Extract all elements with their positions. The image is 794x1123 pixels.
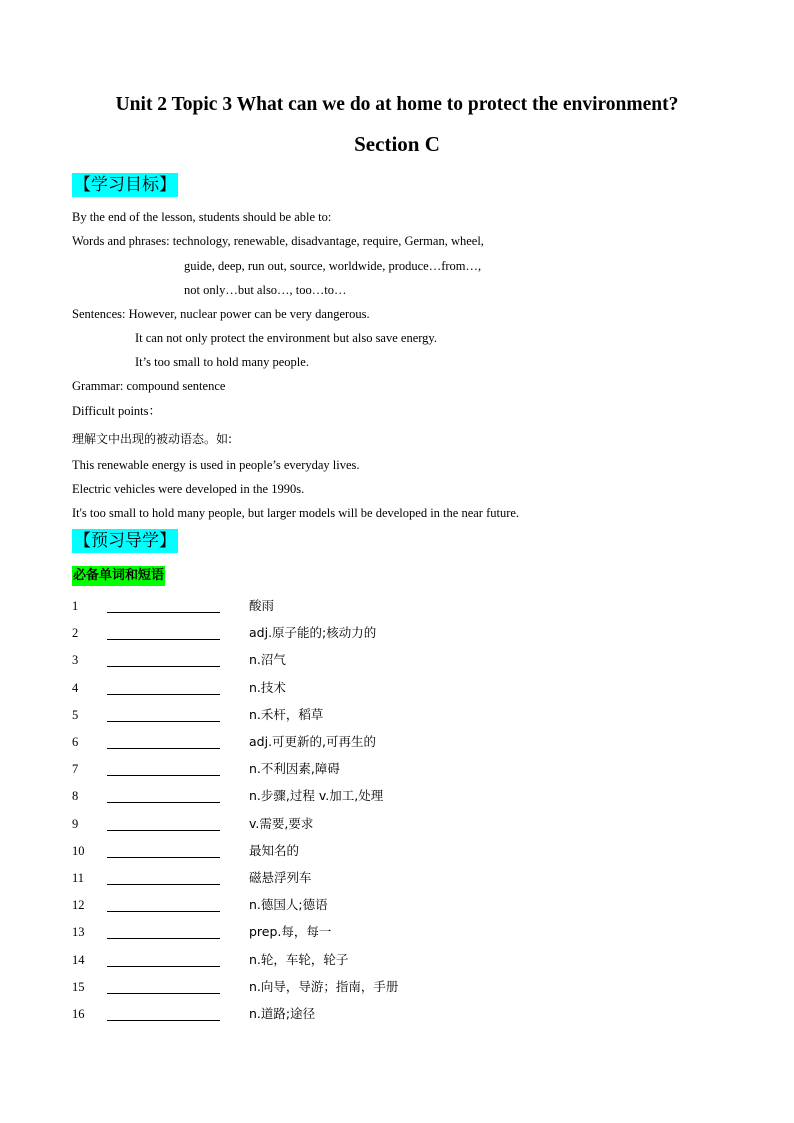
list-item [72,816,572,834]
item-number: 7 [72,762,79,777]
example-sentence-2: Electric vehicles were developed in the 1990s. [72,482,305,496]
item-number: 5 [72,707,79,722]
grammar-line: Grammar: compound sentence [72,379,226,393]
answer-blank[interactable] [107,884,220,885]
item-meaning: n.技术 [249,679,286,695]
answer-blank[interactable] [107,775,220,776]
words-phrases-line-3: not only…but also…, too…to… [184,283,347,297]
item-meaning: n.轮，车轮，轮子 [249,951,349,967]
item-meaning: n.沼气 [249,652,286,668]
item-number: 16 [72,1007,85,1021]
words-phrases-line-1: Words and phrases: technology, renewable, disadvantage, require, German, wheel, [72,234,484,248]
answer-blank[interactable] [107,748,220,749]
list-item [72,788,572,806]
item-meaning: 最知名的 [249,842,300,858]
list-item [72,625,572,643]
item-number: 11 [72,871,85,885]
item-number: 6 [72,735,79,749]
list-item [72,979,572,997]
answer-blank[interactable] [107,612,220,613]
preview-label: 【预习导学】 [74,531,176,551]
item-number: 1 [72,599,79,613]
item-meaning: n.道路;途径 [249,1006,316,1021]
list-item [72,707,572,725]
item-number: 15 [72,979,85,994]
item-meaning: v.需要,要求 [249,815,314,831]
list-item [72,1006,572,1024]
item-number: 10 [72,843,85,858]
answer-blank[interactable] [107,911,220,912]
answer-blank[interactable] [107,966,220,967]
list-item [72,870,572,888]
example-sentence-3: It's too small to hold many people, but larger models will be developed in the near future. [72,506,520,520]
answer-blank[interactable] [107,857,220,858]
item-number: 3 [72,653,79,668]
item-number: 14 [72,952,85,967]
item-meaning: 酸雨 [249,598,275,613]
answer-blank[interactable] [107,666,220,667]
answer-blank[interactable] [107,639,220,640]
section-title: Section C [354,132,440,156]
item-number: 8 [72,789,79,804]
item-number: 12 [72,898,85,913]
words-phrases-line-2: guide, deep, run out, source, worldwide, produce…from…, [184,259,482,273]
item-meaning: 磁悬浮列车 [249,870,312,885]
list-item [72,680,572,698]
list-item [72,952,572,970]
list-item [72,652,572,670]
list-item [72,897,572,915]
page-title: Unit 2 Topic 3 What can we do at home to protect the environment? [115,94,679,115]
item-meaning: n.禾杆，稻草 [249,706,324,722]
answer-blank[interactable] [107,830,220,831]
list-item [72,598,572,616]
sentences-line-1: Sentences: However, nuclear power can be very dangerous. [72,307,370,321]
answer-blank[interactable] [107,938,220,939]
example-sentence-1: This renewable energy is used in people’s everyday lives. [72,458,360,472]
item-meaning: n.向导，导游；指南，手册 [249,978,399,994]
item-meaning: n.不利因素,障碍 [249,761,340,777]
sentences-line-3: It’s too small to hold many people. [135,355,309,369]
list-item [72,924,572,942]
difficult-points: Difficult points： [72,404,162,418]
answer-blank[interactable] [107,1020,220,1021]
item-number: 4 [72,680,79,695]
answer-blank[interactable] [107,993,220,994]
item-number: 2 [72,626,79,641]
list-item [72,761,572,779]
objectives-label: 【学习目标】 [74,175,176,195]
item-meaning: adj.原子能的;核动力的 [249,625,377,641]
answer-blank[interactable] [107,721,220,722]
objectives-intro: By the end of the lesson, students should be able to: [72,210,332,224]
item-meaning: adj.可更新的,可再生的 [249,734,377,749]
vocab-heading: 必备单词和短语 [72,566,165,586]
passive-voice-intro: 理解文中出现的被动语态。如: [72,432,233,446]
item-meaning: n.德国人;德语 [249,897,328,913]
answer-blank[interactable] [107,694,220,695]
list-item [72,843,572,861]
item-number: 13 [72,925,85,940]
list-item [72,734,572,752]
item-meaning: prep.每，每一 [249,924,332,940]
sentences-line-2: It can not only protect the environment but also save energy. [135,331,437,345]
item-number: 9 [72,816,79,831]
item-meaning: n.步骤,过程 v.加工,处理 [249,788,384,804]
answer-blank[interactable] [107,802,220,803]
